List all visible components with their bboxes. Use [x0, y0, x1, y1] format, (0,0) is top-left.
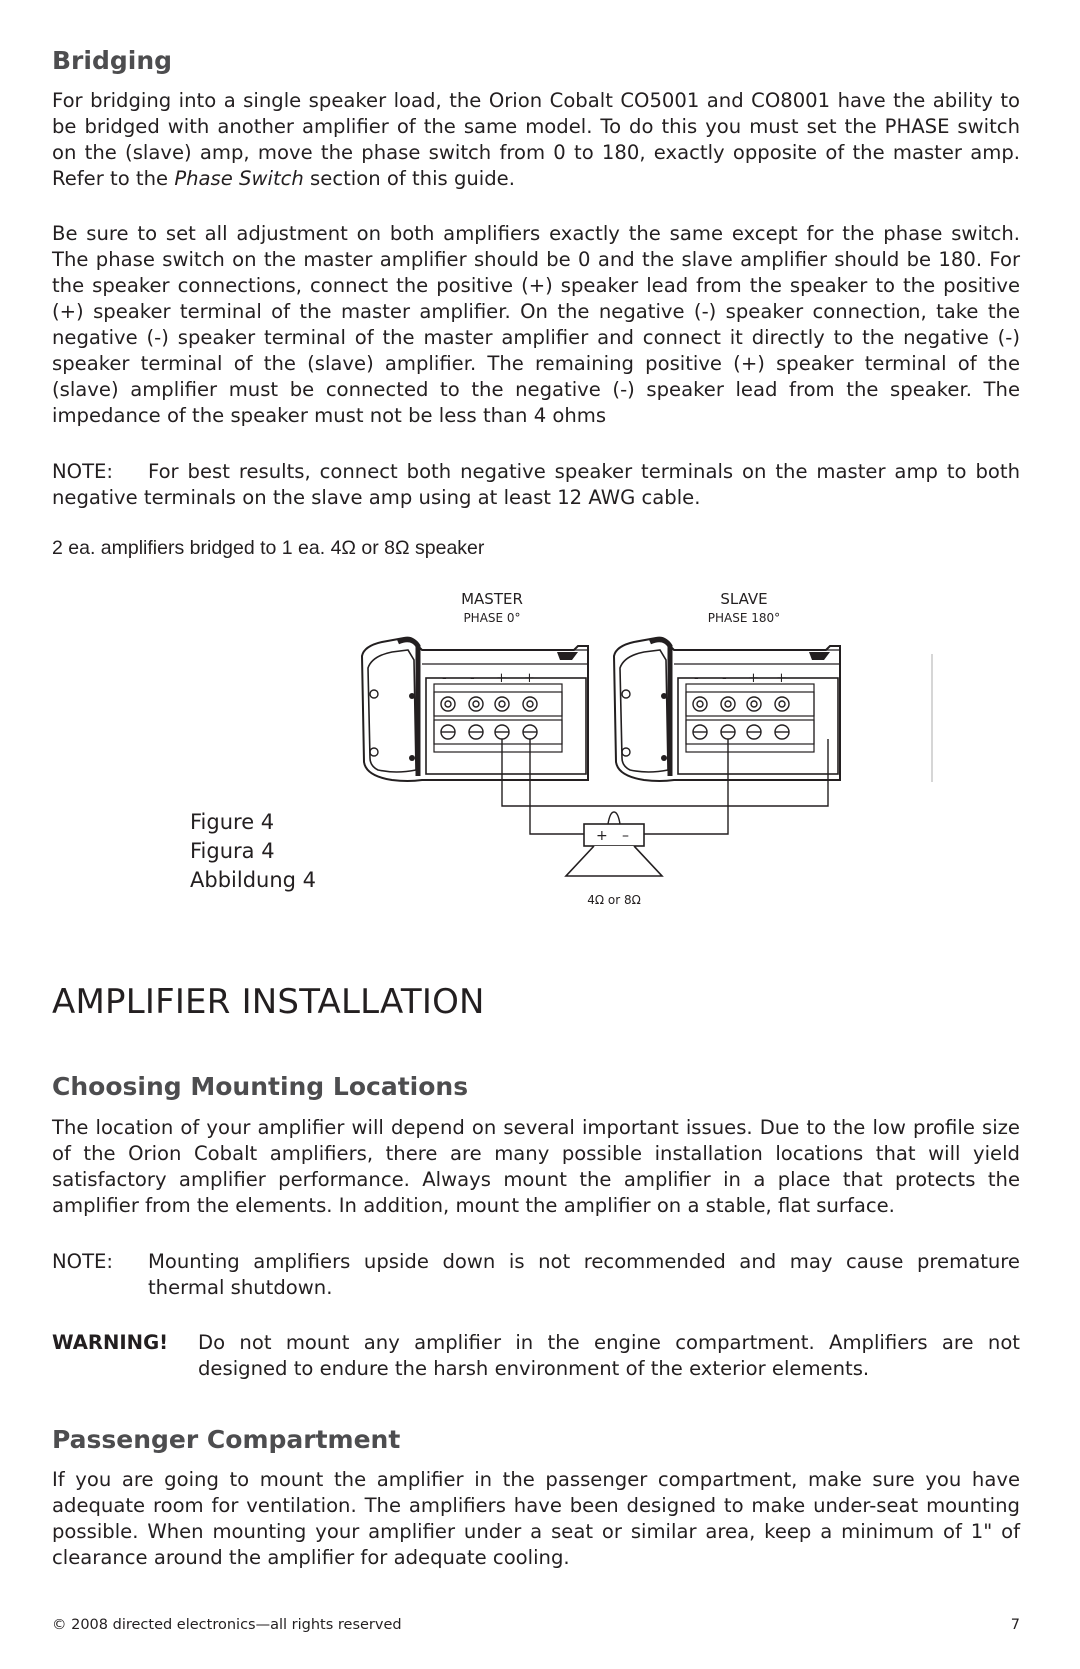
page-footer — [52, 1617, 1020, 1633]
phase-switch-reference: Phase Switch — [174, 167, 304, 190]
mounting-note-label: NOTE: — [52, 1250, 114, 1273]
bridging-wiring-diagram — [352, 586, 952, 906]
choosing-mounting-paragraph: The location of your amplifier will depend on several important issues. Due to the low profile size of the Orion Cobalt amplifiers, there are many possible installation locations that will yield satisfactory amplifier performance. Always mount the amplifier in a place that protects the amplifier from the elements. In addition, mount the amplifier on a stable, flat surface. — [52, 1116, 1020, 1217]
slave-phase-label: PHASE 180° — [707, 611, 781, 625]
amplifier-installation-heading: AMPLIFIER INSTALLATION — [52, 982, 485, 1022]
speaker-drawing — [566, 812, 662, 906]
figure-label-spanish: Figura 4 — [190, 839, 275, 863]
warning-text: Do not mount any amplifier in the engine compartment. Amplifiers are not designed to endure the harsh environment of the exterior elements. — [198, 1331, 1020, 1380]
slave-terminal-sign-2: - — [722, 671, 727, 686]
figure-labels — [190, 808, 316, 895]
slave-terminal-sign-4: + — [776, 671, 787, 686]
bridging-connection-paragraph: Be sure to set all adjustment on both amplifiers exactly the same except for the phase switch. The phase switch on the master amplifier should be 0 and the slave amplifier should be 180. For the speaker connections, connect the positive (+) speaker lead from the speaker to the positive (+) speaker terminal of the master amplifier. On the negative (-) speaker connection, take the negative (-) speaker terminal of the master amplifier and connect it directly to the negative (-) speaker terminal of the (slave) amplifier. The remaining positive (+) speaker terminal of the (slave) amplifier must be connected to the negative (-) speaker lead from the speaker. The impedance of the speaker must not be less than 4 ohms — [52, 222, 1020, 427]
slave-amplifier-drawing — [614, 638, 840, 781]
passenger-compartment-heading: Passenger Compartment — [52, 1425, 401, 1454]
passenger-compartment-paragraph: If you are going to mount the amplifier in the passenger compartment, make sure you have adequate room for ventilation. The amplifiers have been designed to make under-seat mounting possible. When mounting your amplifier under a seat or similar area, keep a minimum of 1" of clearance around the amplifier for adequate cooling. — [52, 1468, 1020, 1569]
master-terminal-sign-4: + — [524, 671, 535, 686]
warning-label: WARNING! — [52, 1331, 169, 1354]
master-terminal-sign-1: - — [442, 671, 447, 686]
note-text: For best results, connect both negative speaker terminals on the master amp to both negative terminals on the slave amp using at least 12 AWG cable. — [52, 460, 1020, 509]
engine-warning — [52, 1330, 1020, 1382]
mounting-note — [52, 1249, 1020, 1301]
slave-terminal-sign-1: - — [694, 671, 699, 686]
bridging-intro-text: For bridging into a single speaker load, the Orion Cobalt CO5001 and CO8001 have the ability to be bridged with another amplifier of the same model. To do this you must set the PHASE switch on the (slave) amp, move the phase switch from 0 to 180, exactly opposite of the master amp. Refer to the — [52, 89, 1020, 190]
bridging-intro-text-end: section of this guide. — [303, 167, 515, 190]
speaker-negative-sign: – — [622, 828, 629, 844]
speaker-positive-sign: + — [596, 828, 608, 844]
slave-terminal-sign-3: + — [748, 671, 759, 686]
bridging-note — [52, 459, 1020, 511]
master-amplifier-drawing — [362, 638, 588, 781]
mounting-note-text: Mounting amplifiers upside down is not recommended and may cause premature thermal shutdown. — [148, 1250, 1020, 1299]
copyright-notice: © 2008 directed electronics—all rights reserved — [52, 1617, 402, 1633]
page-number: 7 — [1010, 1617, 1020, 1633]
master-label: MASTER — [461, 590, 523, 608]
speaker-impedance-label: 4Ω or 8Ω — [587, 893, 641, 906]
figure-label-german: Abbildung 4 — [190, 868, 317, 892]
figure-label-english: Figure 4 — [190, 810, 275, 834]
bridging-intro-paragraph — [52, 88, 1020, 192]
master-phase-label: PHASE 0° — [463, 611, 521, 625]
diagram-caption: 2 ea. amplifiers bridged to 1 ea. 4Ω or 8Ω speaker — [52, 537, 485, 559]
slave-label: SLAVE — [720, 590, 768, 608]
note-label: NOTE: — [52, 460, 114, 483]
master-terminal-sign-3: + — [496, 671, 507, 686]
choosing-mounting-heading: Choosing Mounting Locations — [52, 1072, 469, 1101]
master-terminal-sign-2: - — [470, 671, 475, 686]
bridging-heading: Bridging — [52, 46, 173, 75]
